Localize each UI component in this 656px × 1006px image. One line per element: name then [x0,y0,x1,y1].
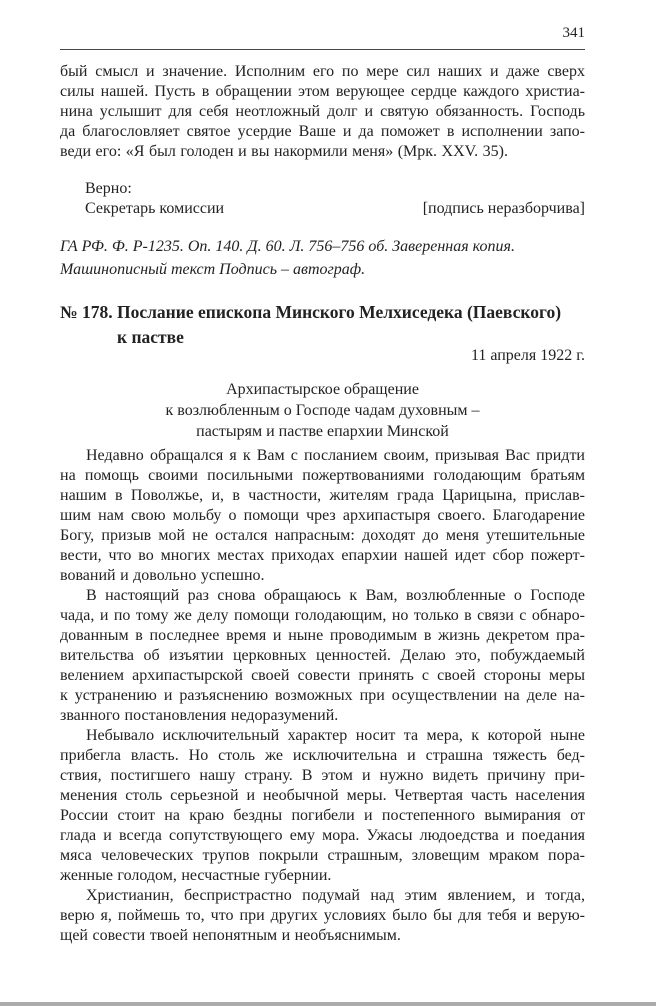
text-line: менения столь серьезной и необычной меры. Четвертая часть населения [60,787,585,804]
paragraph-4 [60,886,585,946]
text-line: Христианин, беспристрастно подумай над этим явлением, и тогда, [86,887,585,904]
paragraph-1 [60,446,585,586]
document-heading-line2: к пастве [117,327,184,347]
secretary-signature-row [85,199,585,219]
text-line: мяса человеческих трупов покрыли страшным, зловещим мраком пора- [60,847,585,864]
attestation-block [60,179,585,219]
salutation-line: пастырям и пастве епархии Минской [196,423,449,440]
page-bottom-edge [0,1002,656,1006]
text-line: глада и всегда сопутствующего ему мора. Ужасы людоедства и поедания [60,827,585,844]
text-line: прибегла власть. Но столь же исключительна и страшна тяжесть бед- [60,747,585,764]
text-line: нашим в Поволжье, и, в частности, жителям града Царицына, прислав- [60,487,585,504]
text-line: ствия, постигшего нашу страну. В этом и нужно видеть причину при- [60,767,585,784]
text-line: дованным в последнее время и ныне проводимым в жизнь декретом пра- [60,627,585,644]
header-rule [60,49,585,50]
text-line: В настоящий раз снова обращаюсь к Вам, возлюбленные о Господе [86,587,585,604]
document-heading-line1: № 178. Послание епископа Минского Мелхиседека (Паевского) [60,302,562,322]
text-line: Недавно обращался я к Вам с посланием своим, призывая Вас придти [86,447,585,464]
text-line: бый смысл и значение. Исполним его по мере сил наших и даже сверх [60,63,585,80]
text-line: вительства об изъятии церковных ценностей. Делаю это, побуждаемый [60,647,585,664]
text-line: нина услышит для себя неотложный долг и святую обязанность. Господь [60,103,585,120]
signature-note: [подпись неразборчива] [422,200,585,217]
page-content [60,0,585,946]
text-line: вести, что во многих местах приходах епархии нашей идет сбор пожерт- [60,547,585,564]
secretary-label: Секретарь комиссии [85,200,225,217]
text-line: чада, и по тому же делу помощи голодающим, но только в связи с обнаро- [60,607,585,624]
page-number: 341 [562,25,585,41]
text-line: званного постановления недоразумений. [60,707,339,724]
archive-reference-line: Машинописный текст Подпись – автограф. [60,261,366,278]
text-line: на помощь своими посильными пожертвованиями голодающим братьям [60,467,585,484]
text-line: да благословляет святое усердие Ваше и да поможет в исполнении запо- [60,123,585,140]
document-heading [60,300,585,350]
text-line: велением архипастырской своей совести принять с своей стороны меры [60,667,585,684]
text-line: Небывало исключительный характер носит та мера, к которой ныне [86,727,585,744]
document-date: 11 апреля 1922 г. [470,347,585,364]
archive-reference-line: ГА РФ. Ф. Р-1235. Оп. 140. Д. 60. Л. 756–756 об. Заверенная копия. [60,238,515,255]
verified-label: Верно: [85,180,132,197]
salutation-line: Архипастырское обращение [226,381,419,398]
text-line: Богу, призыв мой не остался напрасным: доходят до меня утешительные [60,527,585,544]
archive-reference [60,235,585,281]
salutation-line: к возлюбленным о Господе чадам духовным – [165,402,480,419]
text-line: щей совести твоей непонятным и необъяснимым. [60,927,401,944]
paragraph-3 [60,726,585,886]
paragraph-2 [60,586,585,726]
text-line: веди его: «Я был голоден и вы накормили меня» (Мрк. XXV. 35). [60,143,508,160]
salutation-block [60,379,585,442]
text-line: силы нашей. Пусть в обращении этом верующее сердце каждого христиа- [60,83,585,100]
text-line: шим нам свою мольбу о помощи чрез архипастыря своего. Благодарение [60,507,585,524]
prev-document-closing-paragraph [60,62,585,162]
text-line: России стоит на краю бездны погибели и постепенного вымирания от [60,807,585,824]
text-line: к устранению и разъяснению возможных при осуществлении на деле на- [60,687,585,704]
text-line: вований и довольно успешно. [60,567,265,584]
text-line: верю я, поймешь то, что при других условиях было бы для тебя и верую- [60,907,585,924]
text-line: женные голодом, несчастные губернии. [60,867,332,884]
